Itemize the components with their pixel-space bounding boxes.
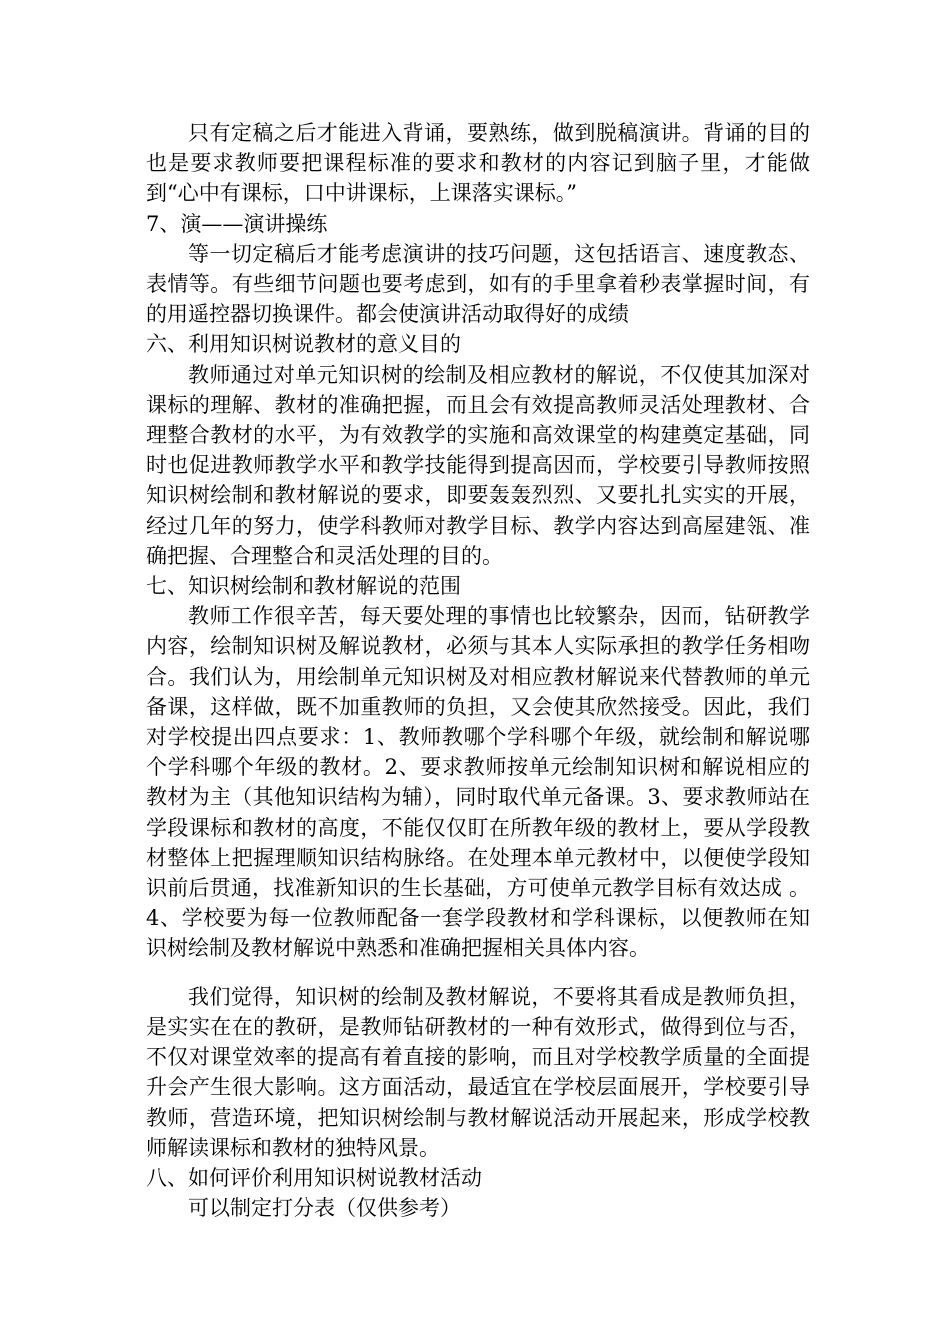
heading-section-seven: 七、知识树绘制和教材解说的范围	[146, 574, 461, 599]
paragraph-speech-skills: 等一切定稿后才能考虑演讲的技巧问题，这包括语言、速度教态、表情等。有些细节问题也要考虑到，如有的手里拿着秒表掌握时间，有的用遥控器切换课件。都会使演讲活动取得好的成绩	[146, 241, 810, 327]
document-page	[146, 118, 810, 1223]
paragraph-conclusion: 我们觉得，知识树的绘制及教材解说，不要将其看成是教师负担，是实实在在的教研，是教师钻研教材的一种有效形式，做得到位与否，不仅对课堂效率的提高有着直接的影响，而且对学校教学质量的全面提升会产生很大影响。这方面活动，最适宜在学校层面展开，学校要引导教师，营造环境，把知识树绘制与教材解说活动开展起来，形成学校教师解读课标和教材的独特风景。	[146, 984, 810, 1160]
paragraph-score-table: 可以制定打分表（仅供参考）	[188, 1196, 461, 1221]
heading-speech-practice: 7、演——演讲操练	[146, 211, 328, 236]
paragraph-scope: 教师工作很辛苦，每天要处理的事情也比较繁杂，因而，钻研教学内容，绘制知识树及解说教材，必须与其本人实际承担的教学任务相吻合。我们认为，用绘制单元知识树及对相应教材解说来代替教师的单元备课，这样做，既不加重教师的负担，又会使其欣然接受。因此，我们对学校提出四点要求：1、教师教哪个学科哪个年级，就绘制和解说哪个学科哪个年级的教材。2、要求教师按单元绘制知识树和解说相应的教材为主（其他知识结构为辅），同时取代单元备课。3、要求教师站在学段课标和教材的高度，不能仅仅盯在所教年级的教材上，要从学段教材整体上把握理顺知识结构脉络。在处理本单元教材中，以便使学段知识前后贯通，找准新知识的生长基础，方可使单元教学目标有效达成 。4、学校要为每一位教师配备一套学段教材和学科课标，以便教师在知识树绘制及教材解说中熟悉和准确把握相关具体内容。	[146, 604, 810, 961]
paragraph-recitation: 只有定稿之后才能进入背诵，要熟练，做到脱稿演讲。背诵的目的也是要求教师要把课程标准的要求和教材的内容记到脑子里，才能做到“心中有课标，口中讲课标，上课落实课标。”	[146, 121, 810, 206]
paragraph-purpose: 教师通过对单元知识树的绘制及相应教材的解说，不仅使其加深对课标的理解、教材的准确把握，而且会有效提高教师灵活处理教材、合理整合教材的水平，为有效教学的实施和高效课堂的构建奠定基础，同时也促进教师教学水平和教学技能得到提高因而，学校要引导教师按照知识树绘制和教材解说的要求，即要轰轰烈烈、又要扎扎实实的开展，经过几年的努力，使学科教师对教学目标、教学内容达到高屋建瓴、准确把握、合理整合和灵活处理的目的。	[146, 362, 810, 568]
heading-section-six: 六、利用知识树说教材的意义目的	[146, 332, 461, 357]
heading-section-eight: 八、如何评价利用知识树说教材活动	[146, 1165, 482, 1190]
